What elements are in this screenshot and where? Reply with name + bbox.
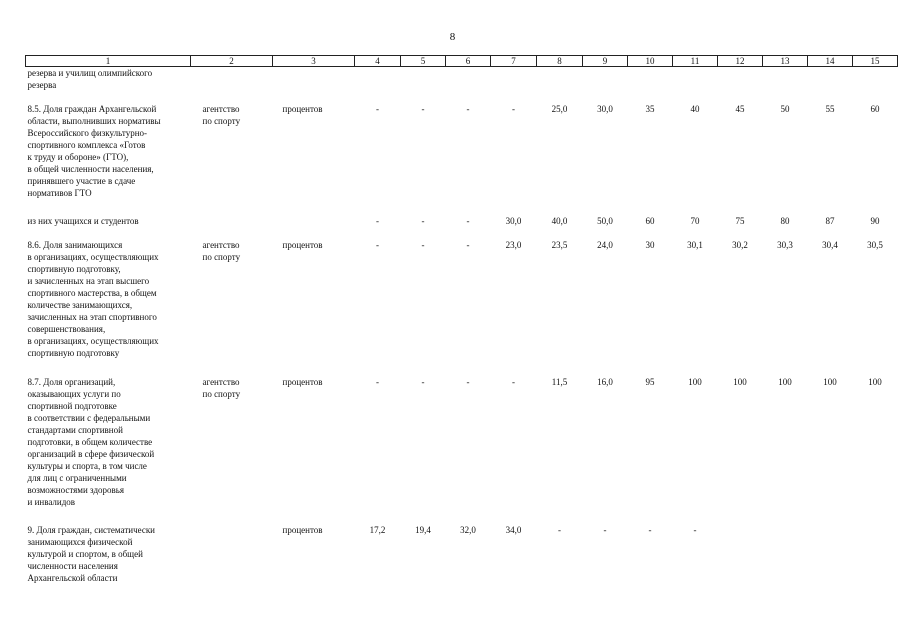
value-cell: - (512, 376, 515, 387)
value-cell: - (421, 376, 425, 387)
value-cell (763, 67, 808, 103)
indicator-name: 8.5. Доля граждан Архангельской области, выполнивших нормативы Всероссийского физкультурно- спортивного комплекса «Готов к труду и обороне» (ГТО), в общей численности населения, принявшего участие в сдаче нормативов ГТО (27, 103, 161, 198)
responsible-agency (191, 215, 273, 239)
value-cell: 17,2 (369, 524, 386, 535)
value-cell (491, 67, 537, 103)
value-cell: 30,2 (732, 239, 748, 250)
page-number: 8 (449, 31, 456, 43)
value-cell: 100 (733, 376, 747, 387)
value-cell (583, 67, 628, 103)
table-row (26, 239, 898, 376)
value-cell: 19,4 (415, 524, 431, 535)
value-cell: - (376, 376, 379, 387)
value-cell (673, 67, 718, 103)
column-number: 5 (401, 56, 446, 67)
value-cell: 24,0 (597, 239, 613, 250)
value-cell: - (603, 524, 607, 535)
value-cell: - (421, 103, 425, 114)
responsible-agency (191, 524, 273, 588)
value-cell (628, 67, 673, 103)
indicator-name: 9. Доля граждан, систематически занимающихся физической культурой и спортом, в общей численности населения Архангельской области (27, 524, 156, 583)
column-number: 10 (628, 56, 673, 67)
value-cell: 30,0 (597, 103, 613, 114)
table-row (26, 103, 898, 215)
value-cell (853, 67, 898, 103)
unit: процентов (282, 376, 323, 387)
value-cell: - (421, 239, 425, 250)
value-cell: 87 (825, 215, 835, 226)
value-cell (355, 67, 401, 103)
column-number: 2 (191, 56, 273, 67)
unit: процентов (282, 524, 323, 535)
column-number: 3 (273, 56, 355, 67)
value-cell: 55 (825, 103, 835, 114)
value-cell: 100 (823, 376, 837, 387)
value-cell: 35 (645, 103, 655, 114)
responsible-agency (191, 67, 273, 103)
value-cell: 16,0 (597, 376, 613, 387)
value-cell (853, 524, 898, 588)
value-cell: 25,0 (551, 103, 568, 114)
value-cell (718, 524, 763, 588)
value-cell: 50,0 (597, 215, 613, 226)
value-cell: - (648, 524, 652, 535)
value-cell: - (466, 239, 470, 250)
value-cell: - (466, 215, 470, 226)
value-cell: 32,0 (460, 524, 476, 535)
value-cell (808, 67, 853, 103)
column-number: 4 (355, 56, 401, 67)
responsible-agency: агентство по спорту (202, 103, 241, 126)
value-cell: 30,1 (687, 239, 703, 250)
value-cell: - (466, 376, 470, 387)
value-cell: 75 (735, 215, 745, 226)
value-cell: 60 (870, 103, 880, 114)
indicators-table (25, 55, 898, 588)
value-cell: 30,3 (777, 239, 793, 250)
value-cell: 80 (780, 215, 790, 226)
value-cell: 30,4 (822, 239, 838, 250)
column-number-row (26, 56, 898, 67)
unit (273, 67, 355, 103)
column-number: 12 (718, 56, 763, 67)
value-cell (763, 524, 808, 588)
table-row (26, 67, 898, 103)
column-number: 15 (853, 56, 898, 67)
unit: процентов (282, 239, 323, 250)
value-cell: 100 (778, 376, 792, 387)
responsible-agency: агентство по спорту (202, 239, 241, 262)
value-cell: 11,5 (551, 376, 568, 387)
value-cell: 100 (688, 376, 702, 387)
value-cell: 23,0 (505, 239, 522, 250)
value-cell (718, 67, 763, 103)
value-cell: 100 (868, 376, 882, 387)
unit: процентов (282, 103, 323, 114)
value-cell: 60 (645, 215, 655, 226)
column-number: 1 (26, 56, 191, 67)
value-cell (401, 67, 446, 103)
indicator-name: 8.6. Доля занимающихся в организациях, осуществляющих спортивную подготовку, и зачисленных на этап высшего спортивного мастерства, в общем количестве занимающихся, зачисленных на этап спортивного совершенствования, в организациях, осуществляющих спортивную подготовку (27, 239, 159, 358)
value-cell: - (376, 239, 379, 250)
indicator-name: из них учащихся и студентов (27, 215, 139, 226)
value-cell: 45 (735, 103, 745, 114)
column-number: 8 (537, 56, 583, 67)
column-number: 9 (583, 56, 628, 67)
value-cell: 34,0 (505, 524, 522, 535)
value-cell: 50 (780, 103, 790, 114)
column-number: 7 (491, 56, 537, 67)
table-row (26, 524, 898, 588)
column-number: 13 (763, 56, 808, 67)
indicator-name: 8.7. Доля организаций, оказывающих услуги по спортивной подготовке в соответствии с федеральными стандартами спортивной подготовки, в общем количестве организаций в сфере физической культуры и спорта, в том числе для лиц с ограниченными возможностями здоровья и инвалидов (27, 376, 155, 507)
indicator-name: резерва и училищ олимпийского резерва (27, 68, 153, 90)
value-cell: - (376, 215, 379, 226)
value-cell (808, 524, 853, 588)
value-cell: - (376, 103, 379, 114)
value-cell: - (466, 103, 470, 114)
value-cell: 95 (645, 376, 655, 387)
table-row (26, 215, 898, 239)
column-number: 11 (673, 56, 718, 67)
column-number: 6 (446, 56, 491, 67)
value-cell: 30 (645, 239, 655, 250)
value-cell: - (693, 524, 697, 535)
value-cell: 30,5 (867, 239, 883, 250)
column-number: 14 (808, 56, 853, 67)
unit (273, 215, 355, 239)
table-row (26, 376, 898, 524)
value-cell (537, 67, 583, 103)
value-cell (446, 67, 491, 103)
value-cell: - (421, 215, 425, 226)
value-cell: 70 (690, 215, 700, 226)
value-cell: 90 (870, 215, 880, 226)
value-cell: 30,0 (505, 215, 522, 226)
value-cell: - (558, 524, 561, 535)
value-cell: 23,5 (551, 239, 568, 250)
responsible-agency: агентство по спорту (202, 376, 241, 399)
value-cell: - (512, 103, 515, 114)
value-cell: 40,0 (551, 215, 568, 226)
value-cell: 40 (690, 103, 700, 114)
